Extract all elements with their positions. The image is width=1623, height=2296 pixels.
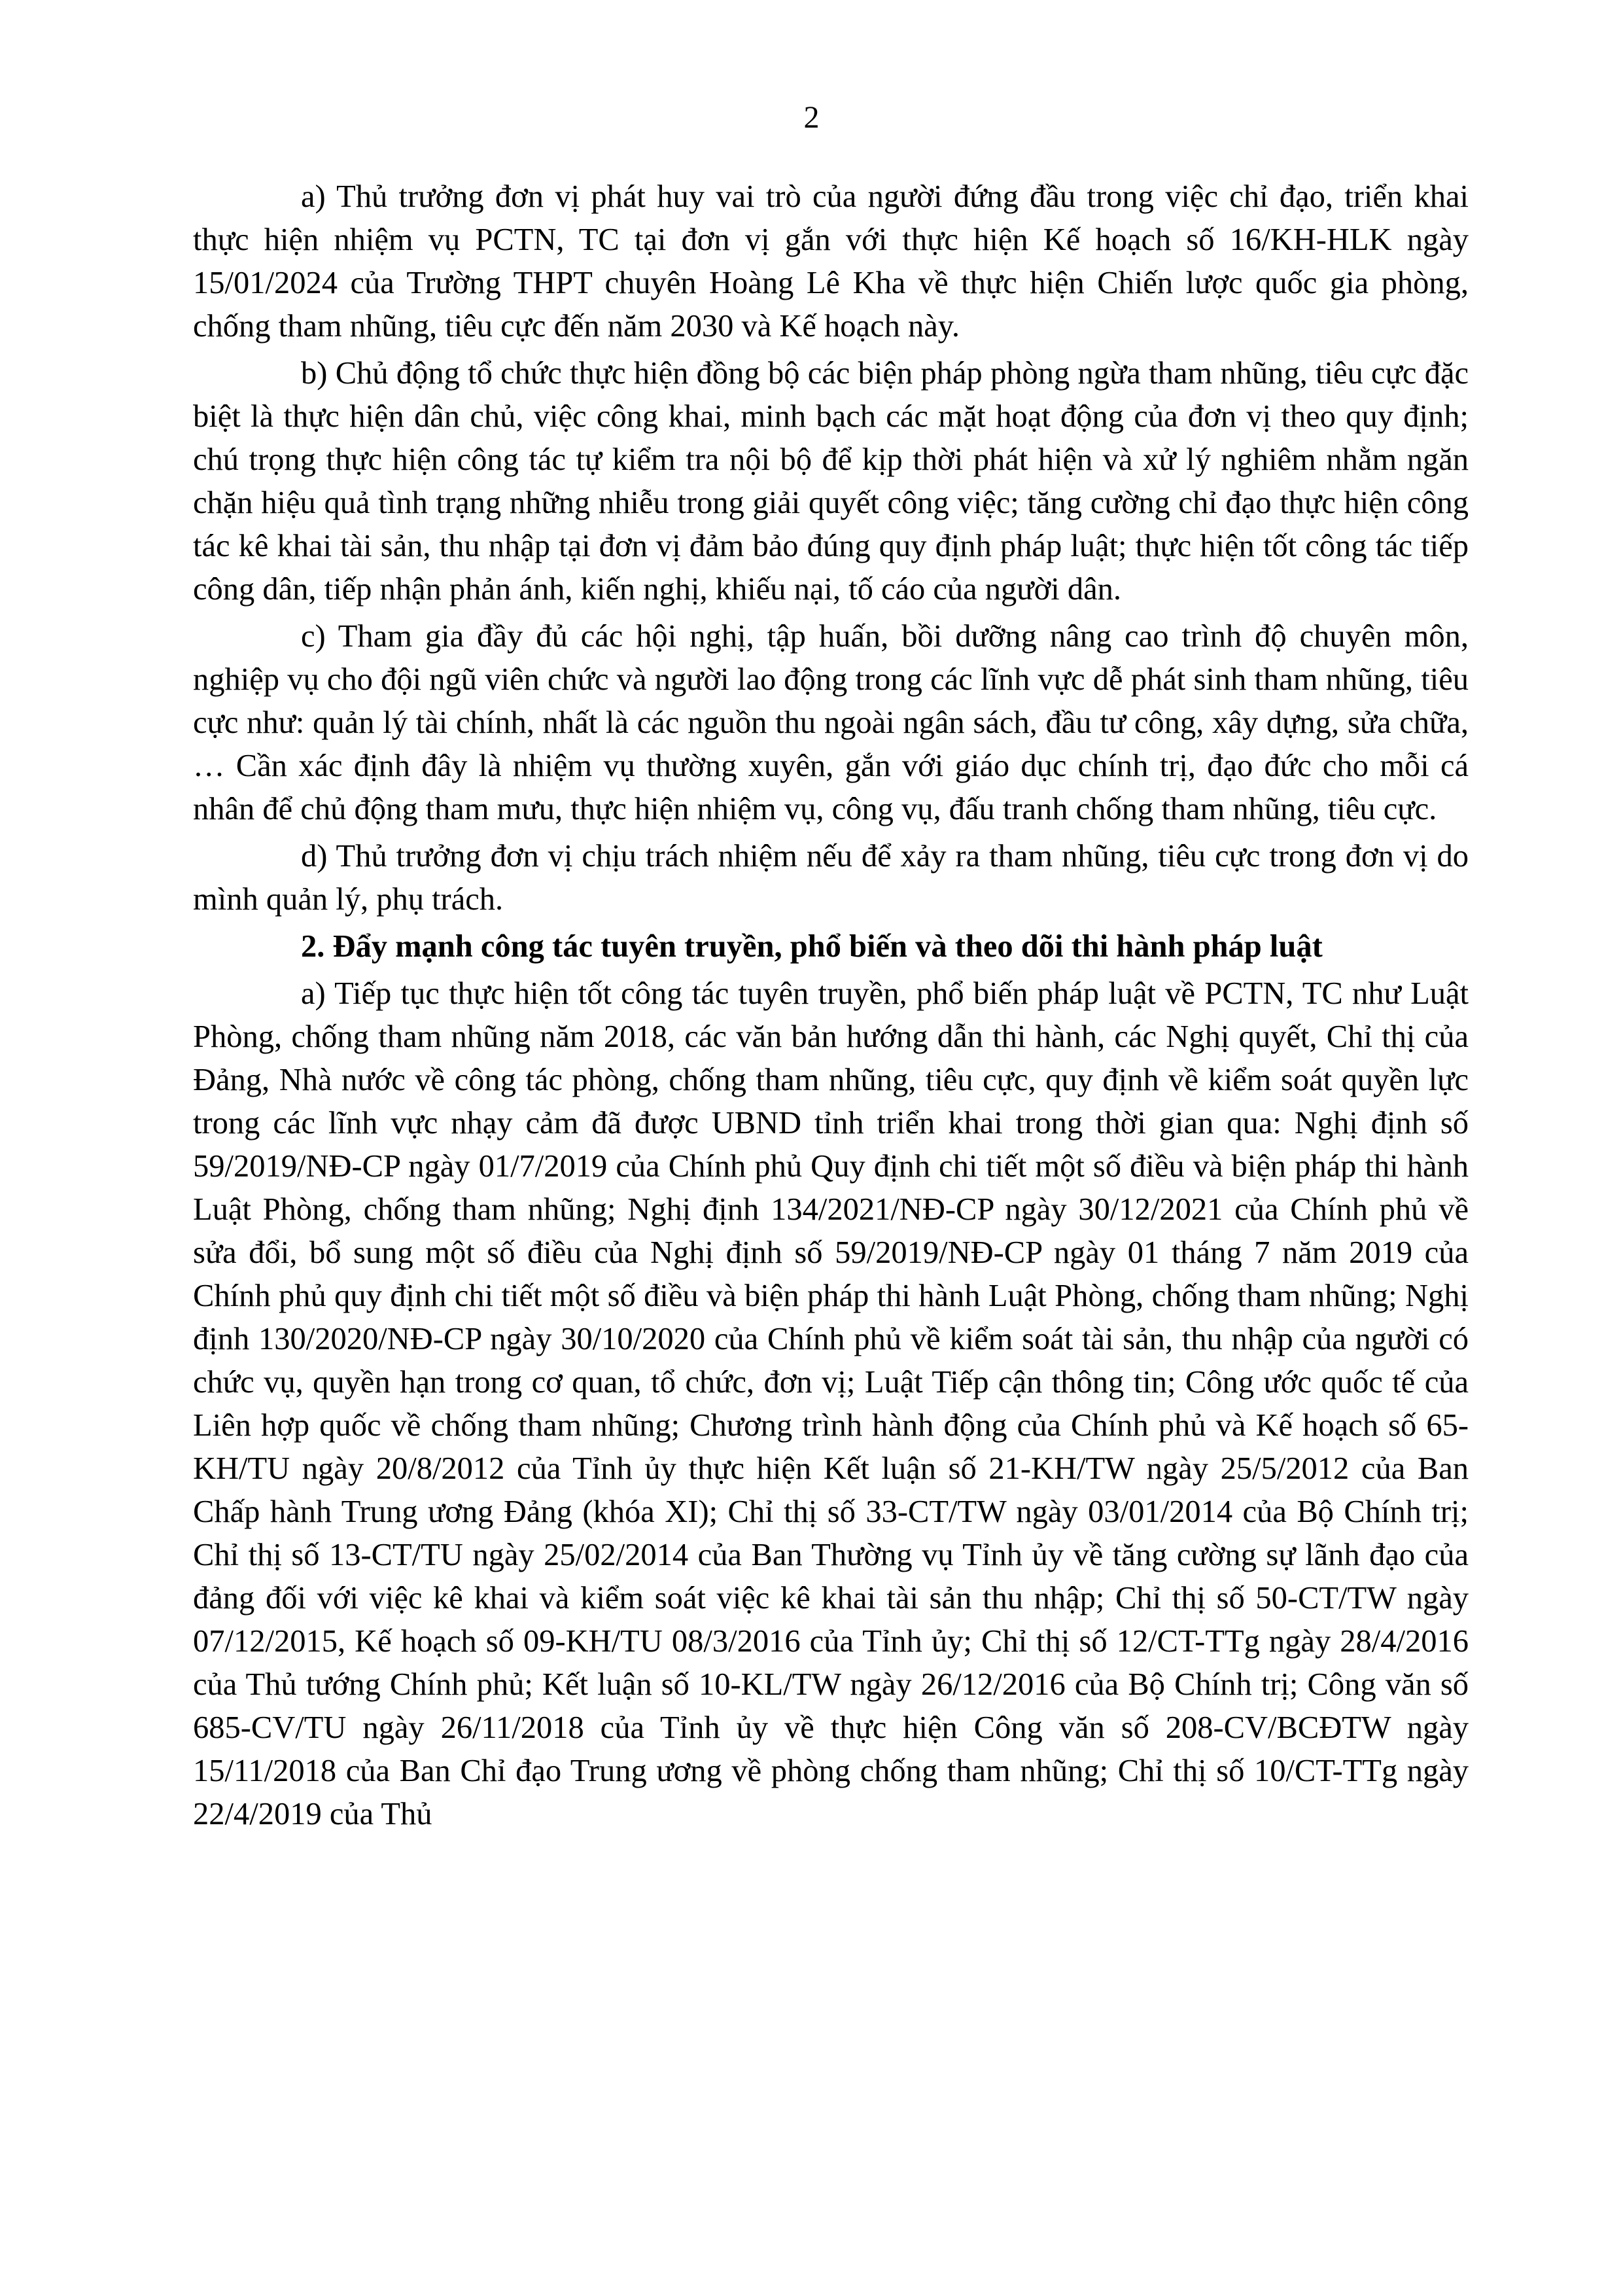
section-heading-2: 2. Đẩy mạnh công tác tuyên truyền, phổ biến và theo dõi thi hành pháp luật bbox=[301, 929, 1323, 964]
paragraph-b-proactive-measures: b) Chủ động tổ chức thực hiện đồng bộ các biện pháp phòng ngừa tham nhũng, tiêu cực đặc biệt là thực hiện dân chủ, việc công khai, minh bạch các mặt hoạt động của đơn vị theo quy định; chú trọng thực hiện công tác tự kiểm tra nội bộ để kịp thời phát hiện và xử lý nghiêm nhằm ngăn chặn hiệu quả tình trạng những nhiễu trong giải quyết công việc; tăng cường chỉ đạo thực hiện công tác kê khai tài sản, thu nhập tại đơn vị đảm bảo đúng quy định pháp luật; thực hiện tốt công tác tiếp công dân, tiếp nhận phản ánh, kiến nghị, khiếu nại, tố cáo của người dân. bbox=[193, 356, 1469, 607]
paragraph-c-training-participation: c) Tham gia đầy đủ các hội nghị, tập huấn, bồi dưỡng nâng cao trình độ chuyên môn, nghiệp vụ cho đội ngũ viên chức và người lao động trong các lĩnh vực dễ phát sinh tham nhũng, tiêu cực như: quản lý tài chính, nhất là các nguồn thu ngoài ngân sách, đầu tư công, xây dựng, sửa chữa, … Cần xác định đây là nhiệm vụ thường xuyên, gắn với giáo dục chính trị, đạo đức cho mỗi cá nhân để chủ động tham mưu, thực hiện nhiệm vụ, công vụ, đấu tranh chống tham nhũng, tiêu cực. bbox=[193, 619, 1469, 826]
document-body bbox=[193, 175, 1469, 1840]
paragraph-d-responsibility: d) Thủ trưởng đơn vị chịu trách nhiệm nếu để xảy ra tham nhũng, tiêu cực trong đơn vị do mình quản lý, phụ trách. bbox=[193, 839, 1469, 917]
paragraph-a-propaganda: a) Tiếp tục thực hiện tốt công tác tuyên truyền, phổ biến pháp luật về PCTN, TC như Luật Phòng, chống tham nhũng năm 2018, các văn bản hướng dẫn thi hành, các Nghị quyết, Chỉ thị của Đảng, Nhà nước về công tác phòng, chống tham nhũng, tiêu cực, quy định về kiểm soát quyền lực trong các lĩnh vực nhạy cảm đã được UBND tỉnh triển khai trong thời gian qua: Nghị định số 59/2019/NĐ-CP ngày 01/7/2019 của Chính phủ Quy định chi tiết một số điều và biện pháp thi hành Luật Phòng, chống tham nhũng; Nghị định 134/2021/NĐ-CP ngày 30/12/2021 của Chính phủ về sửa đổi, bổ sung một số điều của Nghị định số 59/2019/NĐ-CP ngày 01 tháng 7 năm 2019 của Chính phủ quy định chi tiết một số điều và biện pháp thi hành Luật Phòng, chống tham nhũng; Nghị định 130/2020/NĐ-CP ngày 30/10/2020 của Chính phủ về kiểm soát tài sản, thu nhập của người có chức vụ, quyền hạn trong cơ quan, tổ chức, đơn vị; Luật Tiếp cận thông tin; Công ước quốc tế của Liên hợp quốc về chống tham nhũng; Chương trình hành động của Chính phủ và Kế hoạch số 65-KH/TU ngày 20/8/2012 của Tỉnh ủy thực hiện Kết luận số 21-KH/TW ngày 25/5/2012 của Ban Chấp hành Trung ương Đảng (khóa XI); Chỉ thị số 33-CT/TW ngày 03/01/2014 của Bộ Chính trị; Chỉ thị số 13-CT/TU ngày 25/02/2014 của Ban Thường vụ Tỉnh ủy về tăng cường sự lãnh đạo của đảng đối với việc kê khai và kiểm soát việc kê khai tài sản thu nhập; Chỉ thị số 50-CT/TW ngày 07/12/2015, Kế hoạch số 09-KH/TU 08/3/2016 của Tỉnh ủy; Chỉ thị số 12/CT-TTg ngày 28/4/2016 của Thủ tướng Chính phủ; Kết luận số 10-KL/TW ngày 26/12/2016 của Bộ Chính trị; Công văn số 685-CV/TU ngày 26/11/2018 của Tỉnh ủy về thực hiện Công văn số 208-CV/BCĐTW ngày 15/11/2018 của Ban Chỉ đạo Trung ương về phòng chống tham nhũng; Chỉ thị số 10/CT-TTg ngày 22/4/2019 của Thủ bbox=[193, 976, 1469, 1831]
page-number: 2 bbox=[803, 100, 820, 135]
paragraph-a-head-of-unit: a) Thủ trưởng đơn vị phát huy vai trò của người đứng đầu trong việc chỉ đạo, triển khai thực hiện nhiệm vụ PCTN, TC tại đơn vị gắn với thực hiện Kế hoạch số 16/KH-HLK ngày 15/01/2024 của Trường THPT chuyên Hoàng Lê Kha về thực hiện Chiến lược quốc gia phòng, chống tham nhũng, tiêu cực đến năm 2030 và Kế hoạch này. bbox=[193, 179, 1469, 344]
